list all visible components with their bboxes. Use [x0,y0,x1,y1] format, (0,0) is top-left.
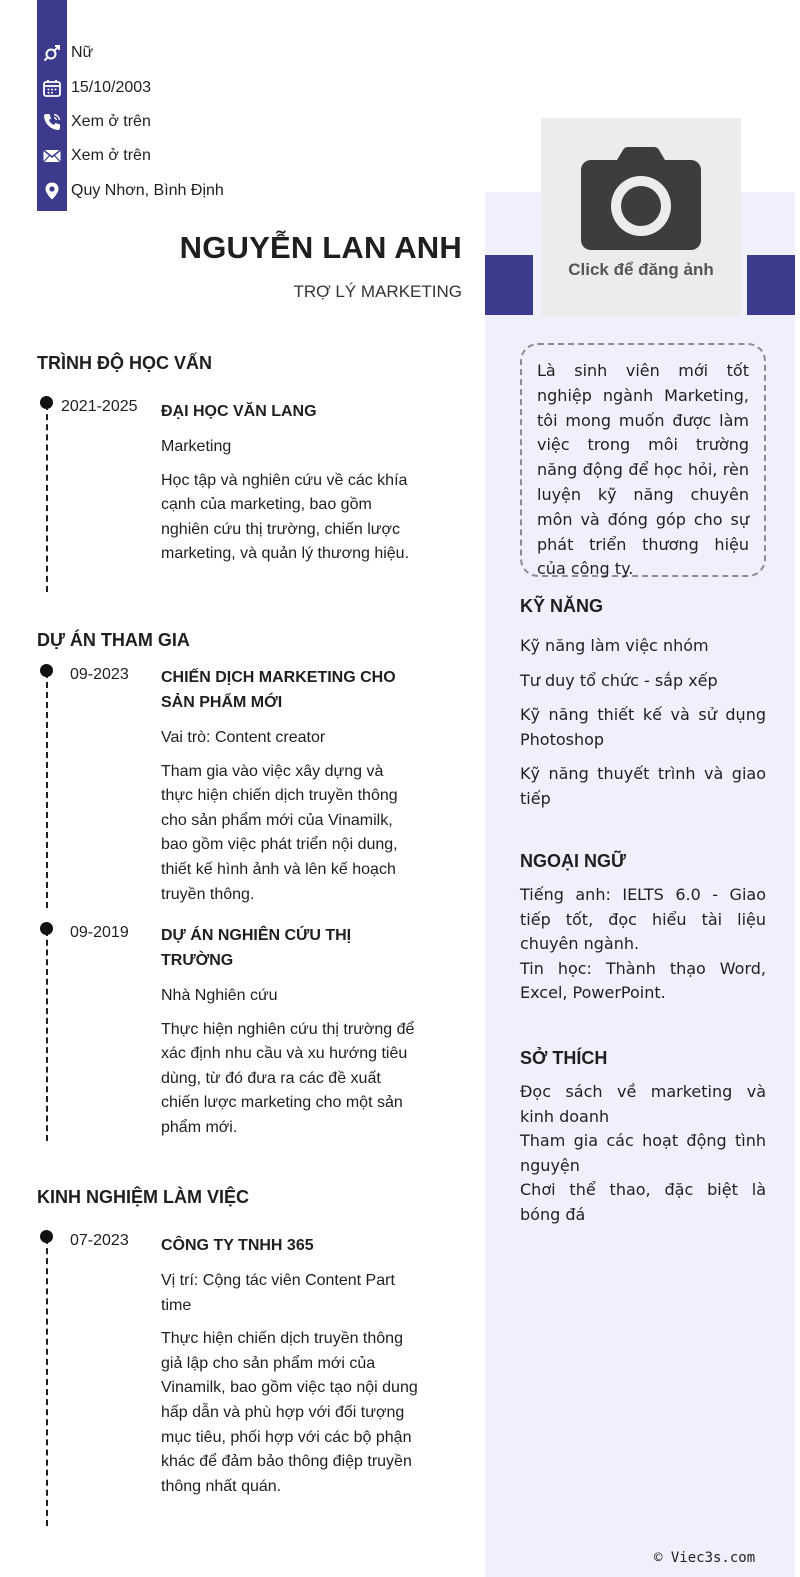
accent-block-right [747,255,795,315]
contact-gender [37,36,437,70]
education-date: 2021-2025 [61,398,138,415]
job-title: TRỢ LÝ MARKETING [293,282,462,301]
copyright-footer: © Viec3s.com [654,1550,756,1566]
camera-icon [581,146,701,250]
calendar-icon [37,71,67,105]
contact-address [37,174,437,208]
skills-section [520,596,766,812]
education-major: Marketing [161,438,232,455]
projects-timeline [46,672,48,908]
language-item: Tiếng anh: IELTS 6.0 - Giao tiếp tốt, đọc hiểu tài liệu chuyên ngành. [520,885,766,954]
gender-icon [37,36,67,70]
experience-title: KINH NGHIỆM LÀM VIỆC [37,1187,250,1207]
skill-item: Kỹ năng thuyết trình và giao tiếp [520,764,766,808]
education-title: TRÌNH ĐỘ HỌC VẤN [37,353,212,373]
timeline-dot [40,1230,53,1243]
photo-upload-label: Click để đăng ảnh [568,260,714,279]
birthday-text: 15/10/2003 [71,78,152,96]
skills-title: KỸ NĂNG [520,596,604,616]
hobby-item: Đọc sách về marketing và kinh doanh [520,1082,766,1126]
education-entry [161,397,419,567]
education-description: Học tập và nghiên cứu về các khía cạnh của marketing, bao gồm nghiên cứu thị trường, chiến lược marketing, và quản lý thương hiệu. [161,471,410,563]
education-timeline [46,404,48,592]
projects-title: DỰ ÁN THAM GIA [37,630,190,650]
project-entry [161,663,419,907]
hobbies-section [520,1048,766,1228]
project-name: DỰ ÁN NGHIÊN CỨU THỊ TRƯỜNG [161,927,352,969]
experience-company: CÔNG TY TNHH 365 [161,1237,314,1254]
contact-phone [37,105,437,139]
experience-date: 07-2023 [70,1232,129,1249]
gender-text: Nữ [71,44,94,62]
project-description: Tham gia vào việc xây dựng và thực hiện chiến dịch truyền thông cho sản phẩm mới của Vinamilk, bao gồm việc phát triển nội dung, thiết kế hình ảnh và lên kế hoạch truyền thông. [161,762,398,903]
project-entry [161,921,419,1141]
phone-icon [37,105,67,139]
experience-timeline [46,1238,48,1526]
project-date: 09-2023 [70,666,129,683]
skill-item: Tư duy tổ chức - sắp xếp [520,670,718,690]
location-pin-icon [37,174,67,208]
skill-item: Kỹ năng làm việc nhóm [520,636,709,655]
career-objective: Là sinh viên mới tốt nghiệp ngành Marketing, tôi mong muốn được làm việc trong môi trường năng động để học hỏi, rèn luyện kỹ năng chuyên môn và đóng góp cho sự phát triển thương hiệu của công ty. [520,343,766,577]
candidate-name: NGUYỄN LAN ANH [179,230,462,265]
experience-description: Thực hiện chiến dịch truyền thông giả lập cho sản phẩm mới của Vinamilk, bao gồm việc tạo nội dung hấp dẫn và phù hợp với đối tượng mục tiêu, phối hợp với các bộ phận khác để đảm bảo thông điệp truyền thông nhất quán. [161,1330,418,1495]
phone-text: Xem ở trên [71,112,151,130]
hobby-item: Chơi thể thao, đặc biệt là bóng đá [520,1180,766,1224]
timeline-dot [40,922,53,935]
mail-icon [37,139,67,173]
languages-title: NGOẠI NGỮ [520,851,626,871]
contact-list [37,36,437,208]
project-description: Thực hiện nghiên cứu thị trường để xác định nhu cầu và xu hướng tiêu dùng, từ đó đưa ra các đề xuất chiến lược marketing cho một sản phẩm mới. [161,1020,415,1136]
education-school: ĐẠI HỌC VĂN LANG [161,403,317,420]
timeline-dot [40,664,53,677]
skill-item: Kỹ năng thiết kế và sử dụng Photoshop [520,705,766,749]
projects-timeline [46,930,48,1141]
contact-birthday [37,70,437,104]
hobby-item: Tham gia các hoạt động tình nguyện [520,1131,766,1175]
project-role: Vai trò: Content creator [161,729,326,746]
address-text: Quy Nhơn, Bình Định [71,181,224,199]
timeline-dot [40,396,53,409]
language-item: Tin học: Thành thạo Word, Excel, PowerPoint. [520,958,766,1003]
project-name: CHIẾN DỊCH MARKETING CHO SẢN PHẨM MỚI [161,669,396,711]
hobbies-title: SỞ THÍCH [520,1048,608,1068]
experience-position: Vị trí: Cộng tác viên Content Part time [161,1272,395,1314]
experience-entry [161,1231,419,1499]
project-role: Nhà Nghiên cứu [161,987,278,1004]
photo-upload[interactable] [541,118,741,316]
contact-email [37,139,437,173]
project-date: 09-2019 [70,924,129,941]
accent-block-left [485,255,533,315]
languages-section [520,851,766,1006]
email-text: Xem ở trên [71,147,151,165]
